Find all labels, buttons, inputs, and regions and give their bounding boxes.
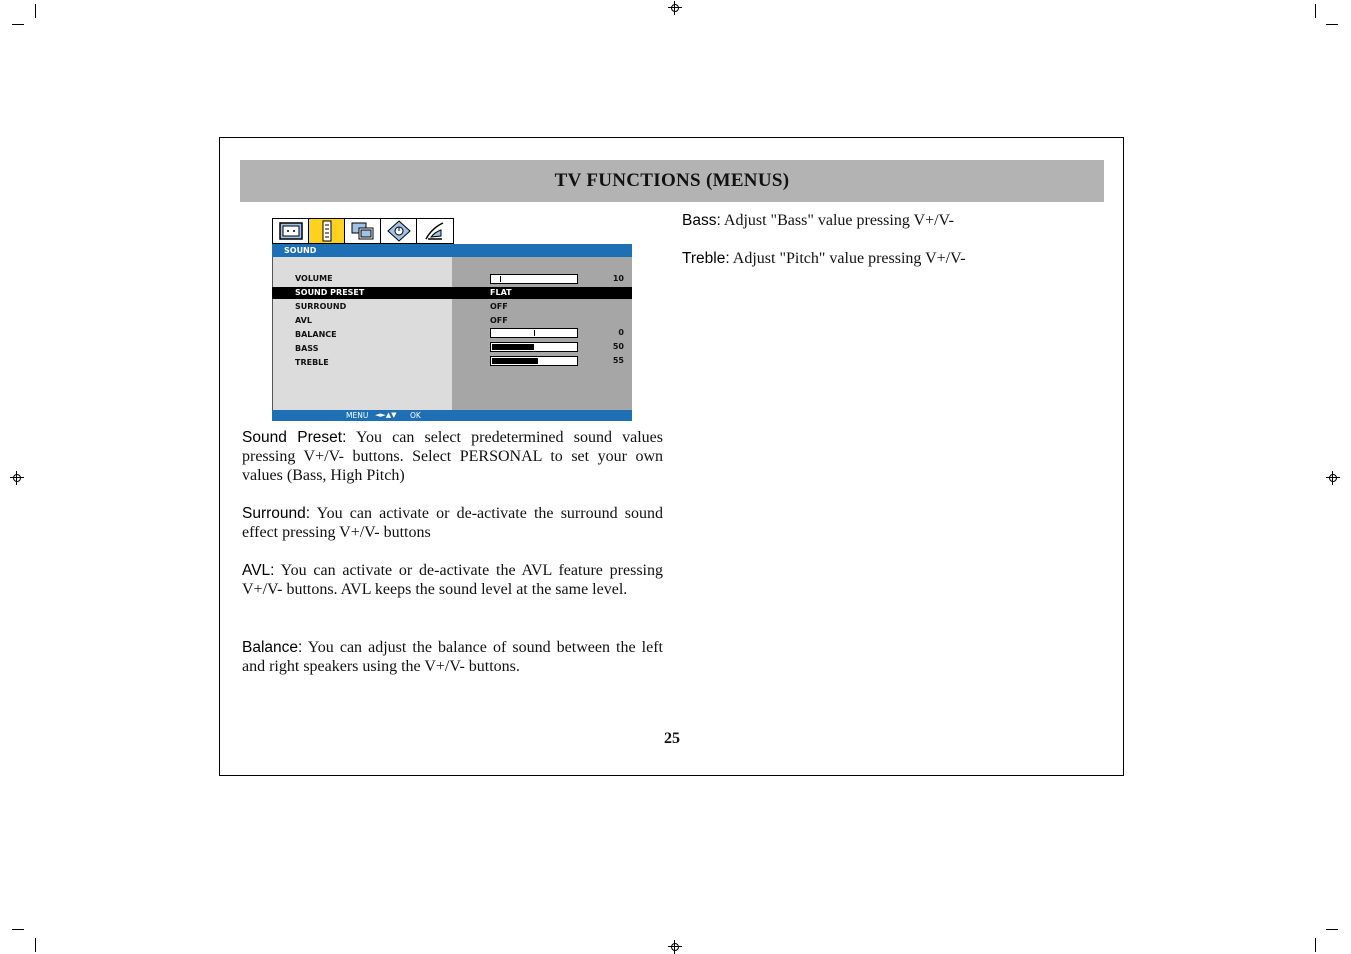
treble-value: 55: [612, 356, 624, 365]
page-title: TV FUNCTIONS (MENUS): [554, 170, 790, 191]
menu-item-bass[interactable]: BASS: [295, 344, 319, 353]
volume-value: 10: [612, 274, 624, 283]
bass-text: Adjust "Bass" value pressing V+/V-: [720, 212, 954, 229]
sound-preset-value[interactable]: FLAT: [490, 288, 512, 297]
balance-paragraph: [242, 638, 663, 676]
balance-term: Balance:: [242, 639, 303, 656]
sound-icon: [320, 220, 334, 242]
registration-mark: [10, 471, 24, 485]
osd-sound-menu: [272, 218, 632, 421]
treble-slider-fill: [492, 358, 538, 364]
surround-text: You can activate or de-activate the surround sound effect pressing V+/V- buttons: [242, 505, 663, 541]
menu-item-balance[interactable]: BALANCE: [295, 330, 337, 339]
balance-slider-fill: [492, 330, 535, 336]
treble-text: Adjust "Pitch" value pressing V+/V-: [729, 250, 966, 267]
menu-item-surround[interactable]: SURROUND: [295, 302, 347, 311]
tab-picture[interactable]: [273, 219, 309, 243]
section-header: [240, 160, 1104, 202]
treble-paragraph: [682, 249, 1102, 268]
crop-mark: [35, 4, 36, 18]
crop-mark: [35, 938, 36, 952]
crop-mark: [12, 929, 24, 930]
menu-item-avl[interactable]: AVL: [295, 316, 312, 325]
bass-slider[interactable]: [490, 342, 578, 352]
crop-mark: [1315, 4, 1316, 18]
menu-key-hint: MENU: [346, 411, 369, 420]
menu-item-sound-preset[interactable]: SOUND PRESET: [295, 288, 365, 297]
balance-slider[interactable]: [490, 328, 578, 338]
avl-value[interactable]: OFF: [490, 316, 508, 325]
balance-value: 0: [618, 328, 624, 337]
osd-footer: [272, 410, 632, 421]
crop-mark: [1315, 938, 1316, 952]
crop-mark: [12, 24, 24, 25]
treble-term: Treble:: [682, 250, 730, 267]
source-icon: [423, 220, 447, 242]
surround-value[interactable]: OFF: [490, 302, 508, 311]
avl-paragraph: [242, 561, 663, 599]
menu-item-treble[interactable]: TREBLE: [295, 358, 329, 367]
crop-mark: [1326, 24, 1338, 25]
tab-install[interactable]: [381, 219, 417, 243]
volume-slider[interactable]: [490, 274, 578, 284]
registration-mark: [668, 1, 682, 15]
avl-term: AVL:: [242, 562, 275, 579]
page-number: 25: [664, 730, 680, 747]
surround-term: Surround:: [242, 505, 311, 522]
ok-key-hint: OK: [410, 411, 421, 420]
tab-source[interactable]: [417, 219, 453, 243]
tab-sound[interactable]: [309, 219, 345, 243]
bass-slider-fill: [492, 344, 534, 350]
install-icon: [387, 220, 411, 242]
surround-paragraph: [242, 504, 663, 542]
sound-preset-text: You can select predetermined sound values pressing V+/V- buttons. Select PERSONAL to set your own values (Bass, High Pitch): [242, 429, 664, 484]
osd-tab-bar: [272, 218, 454, 244]
arrow-keys-icon: ◄►▲▼: [375, 411, 397, 419]
osd-title-bar: [272, 244, 632, 257]
picture-icon: [278, 221, 304, 241]
treble-slider[interactable]: [490, 356, 578, 366]
menu-item-volume[interactable]: VOLUME: [295, 274, 333, 283]
volume-slider-fill: [492, 276, 501, 282]
balance-text: You can adjust the balance of sound between the left and right speakers using the V+/V- buttons.: [242, 639, 663, 675]
registration-mark: [1326, 471, 1340, 485]
bass-term: Bass:: [682, 212, 721, 229]
sound-preset-paragraph: [242, 428, 663, 485]
registration-mark: [668, 940, 682, 954]
bass-paragraph: [682, 211, 1102, 230]
tab-features[interactable]: [345, 219, 381, 243]
avl-text: You can activate or de-activate the AVL feature pressing V+/V- buttons. AVL keeps the sound level at the same level.: [242, 562, 663, 598]
crop-mark: [1326, 929, 1338, 930]
bass-value: 50: [612, 342, 624, 351]
sound-preset-term: Sound Preset:: [242, 429, 347, 446]
features-icon: [350, 221, 376, 241]
osd-title: SOUND: [284, 246, 317, 255]
